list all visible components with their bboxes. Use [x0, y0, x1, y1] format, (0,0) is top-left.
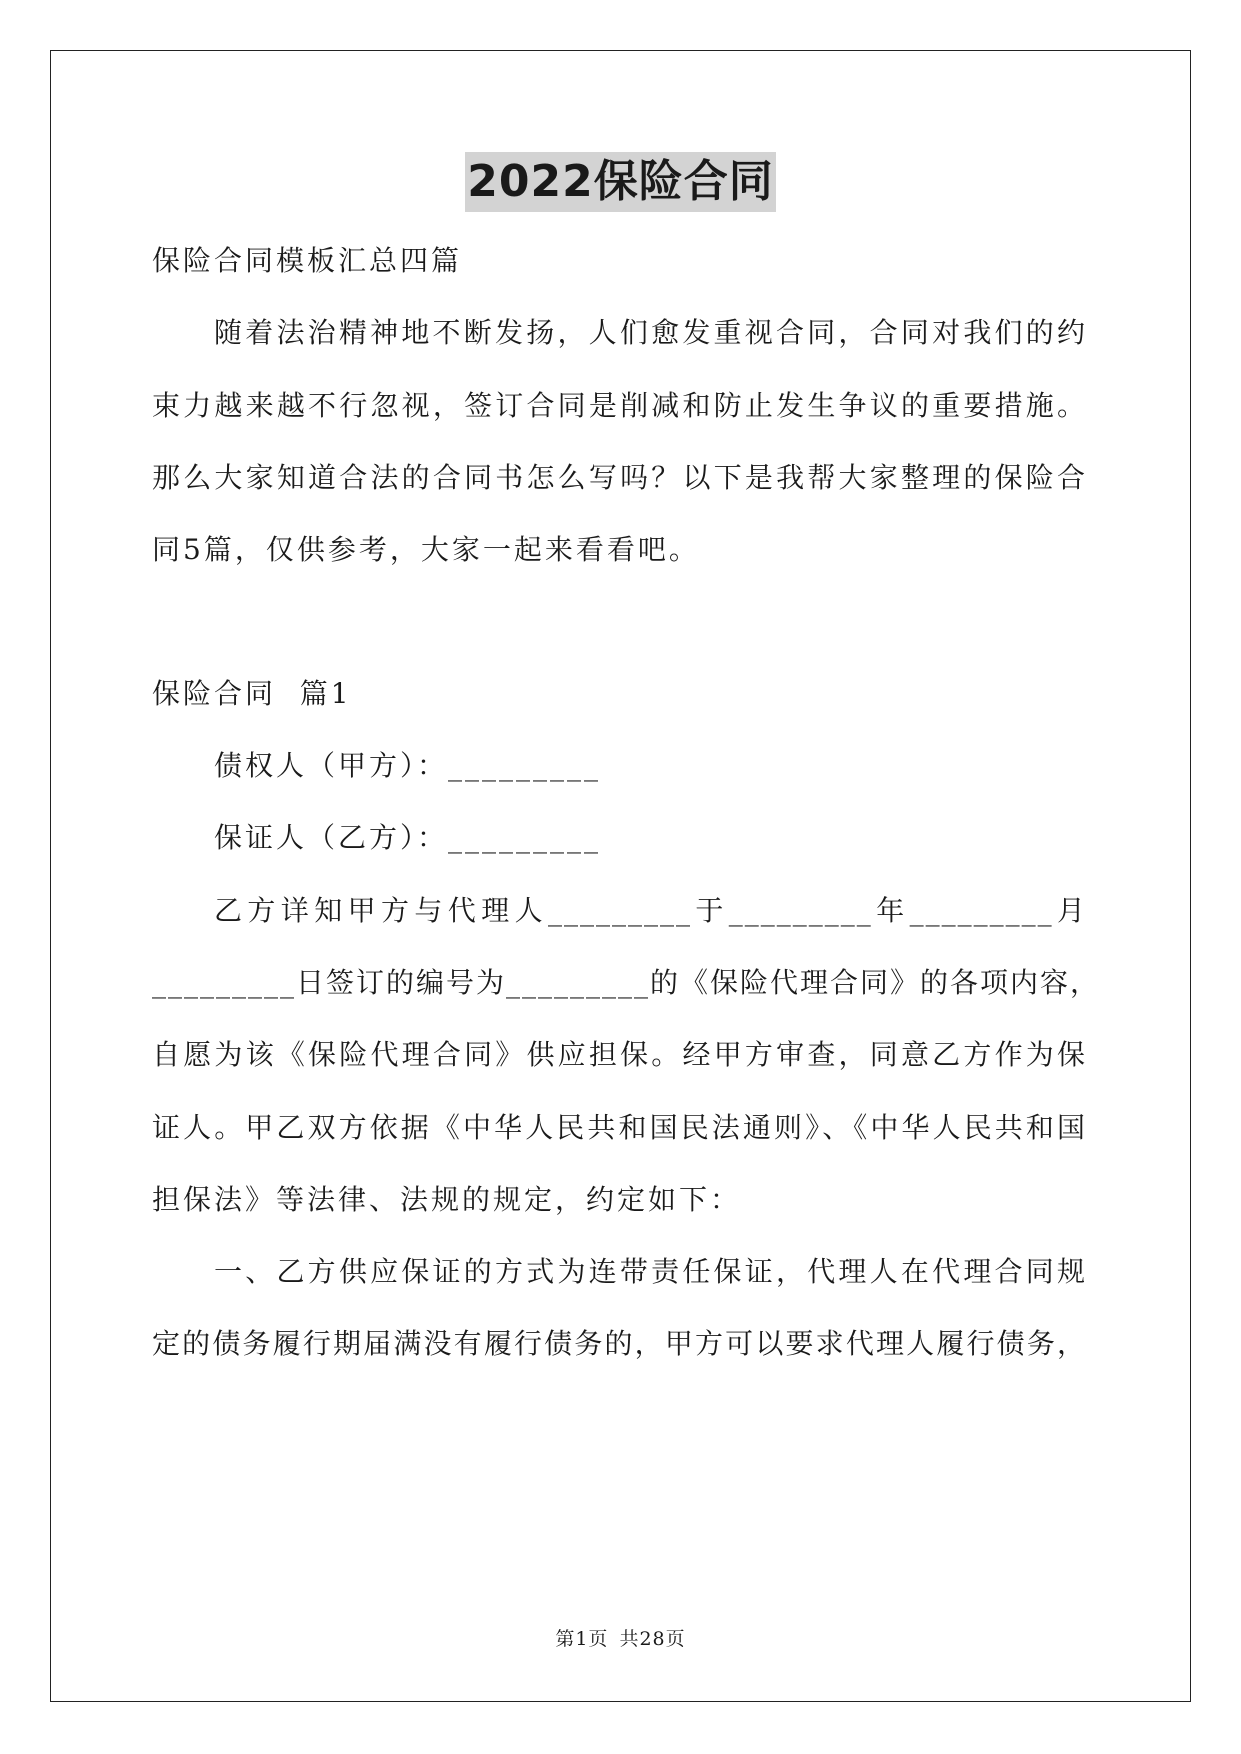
- clause-1-line-2: 定的债务履行期届满没有履行债务的，甲方可以要求代理人履行债务，: [152, 1327, 1087, 1360]
- intro-line-4: 同5篇，仅供参考，大家一起来看看吧。: [152, 533, 700, 566]
- party-b-line: 保证人（乙方）：_________: [214, 821, 602, 854]
- body-line-4: 证人。甲乙双方依据《中华人民共和国民法通则》、《中华人民共和国: [152, 1111, 1087, 1144]
- title-container: [0, 152, 1241, 212]
- body-line-3: 自愿为该《保险代理合同》供应担保。经甲方审查，同意乙方作为保: [152, 1038, 1087, 1071]
- intro-line-3: 那么大家知道合法的合同书怎么写吗？以下是我帮大家整理的保险合: [152, 461, 1087, 494]
- body-line-1: 乙方详知甲方与代理人_________于_________年_________月: [214, 894, 1087, 927]
- document-title: 2022保险合同: [465, 152, 775, 212]
- intro-line-1: 随着法治精神地不断发扬，人们愈发重视合同，合同对我们的约: [214, 316, 1087, 349]
- intro-line-2: 束力越来越不行忽视，签订合同是削减和防止发生争议的重要措施。: [152, 389, 1087, 422]
- party-a-line: 债权人（甲方）：_________: [214, 749, 602, 782]
- page-footer: [0, 1624, 1241, 1651]
- page-border: [50, 50, 1191, 1702]
- subtitle: 保险合同模板汇总四篇: [152, 244, 463, 277]
- section-heading: 保险合同 篇1: [152, 677, 352, 710]
- total-pages: 共28页: [619, 1628, 686, 1650]
- clause-1-line-1: 一、乙方供应保证的方式为连带责任保证，代理人在代理合同规: [214, 1255, 1087, 1288]
- body-line-5: 担保法》等法律、法规的规定，约定如下：: [152, 1183, 742, 1216]
- body-line-2: _________日签订的编号为_________的《保险代理合同》的各项内容，: [152, 966, 1101, 999]
- page-number: 第1页: [555, 1628, 609, 1650]
